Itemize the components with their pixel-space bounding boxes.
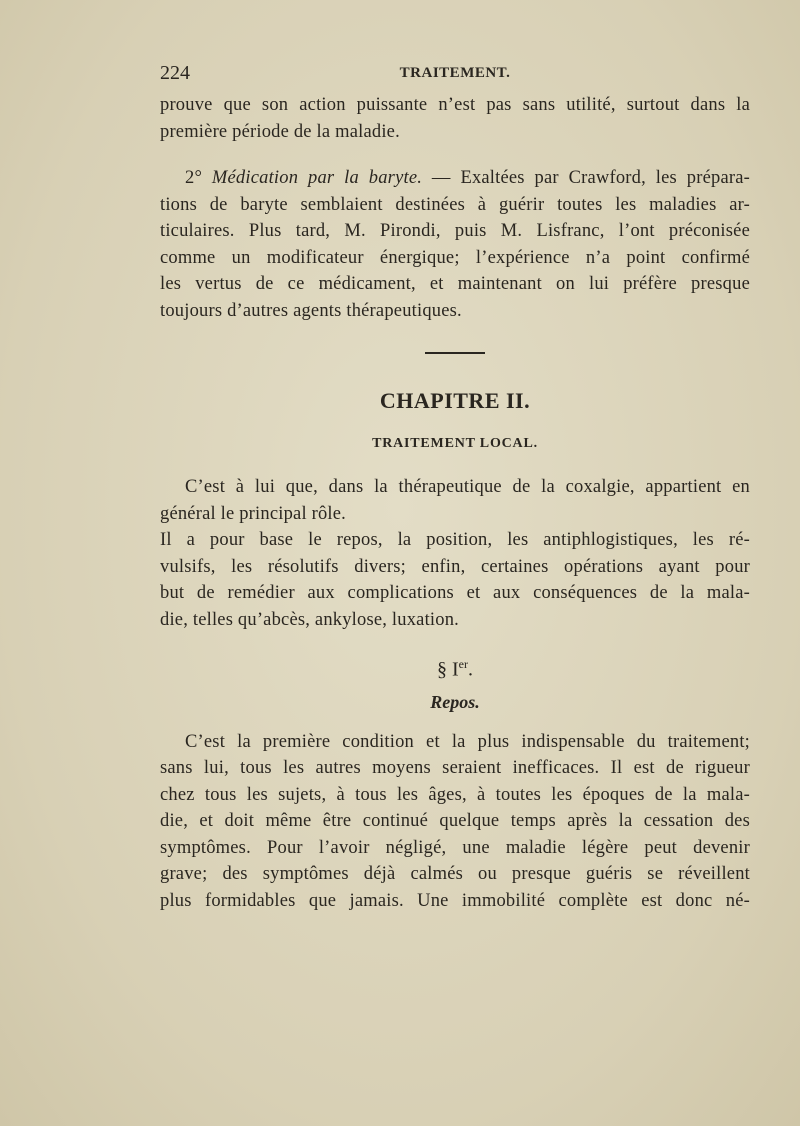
text-line: but de remédier aux complications et aux conséquences de la mala- [160,583,750,603]
text-line: les vertus de ce médicament, et maintenant on lui préfère presque [160,274,750,294]
page-number: 224 [160,62,190,84]
text-line: toujours d’autres agents thérapeutiques. [160,300,462,321]
text-line: plus formidables que jamais. Une immobilité complète est donc né- [160,890,750,911]
text-line: C’est la première condition et la plus indispensable du traitement; [185,731,750,752]
paragraph-repos [160,729,750,915]
text-line: die, et doit même être continué quelque temps après la cessation des [160,811,750,832]
item-number: 2° [185,168,203,188]
chapter-subtitle: TRAITEMENT LOCAL. [372,436,538,451]
section-number-sup: er [458,657,468,671]
section-title: Repos. [430,691,480,712]
paragraph-baryte [160,165,750,324]
text-line: sans lui, tous les autres moyens seraient inefficaces. Il est de rigueur [160,758,750,779]
item-heading: Médication par la baryte. [211,168,423,188]
section-number: § I [437,658,459,681]
text-line: tions de baryte semblaient destinées à guérir toutes les maladies ar- [160,194,750,215]
paragraph-intro [160,474,750,527]
text-line [160,165,750,192]
paragraph-bases [160,527,750,633]
paragraph-continuation [160,92,750,145]
section-mark [160,657,750,682]
text-line: Il a pour base le repos, la position, les antiphlogistiques, les ré- [160,530,750,550]
text-line: comme un modificateur énergique; l’expérience n’a point confirmé [160,247,750,268]
text-line: C’est à lui que, dans la thérapeutique de la coxalgie, appartient en [185,477,750,497]
running-head [160,62,750,92]
text-line: die, telles qu’abcès, ankylose, luxation. [160,609,459,630]
text-line: ticulaires. Plus tard, M. Pirondi, puis M. Lisfranc, l’ont préconisée [160,221,750,241]
chapter-title: CHAPITRE II. [379,388,531,413]
text-line: général le principal rôle. [160,503,346,524]
text-line: première période de la maladie. [160,121,400,142]
page-content [160,62,750,914]
section-number-end: . [468,658,473,681]
text-line: chez tous les sujets, à tous les âges, à toutes les époques de la mala- [160,784,750,805]
text-line: grave; des symptômes déjà calmés ou presque guéris se réveillent [160,864,750,885]
running-title: TRAITEMENT. [399,65,511,81]
separator-rule [425,352,485,354]
text-line: prouve que son action puissante n’est pas sans utilité, surtout dans la [160,95,750,115]
text-line: symptômes. Pour l’avoir négligé, une maladie légère peut devenir [160,837,750,858]
text-fragment: — Exaltées par Crawford, les prépara- [431,168,750,188]
text-line: vulsifs, les résolutifs divers; enfin, certaines opérations ayant pour [160,556,750,577]
